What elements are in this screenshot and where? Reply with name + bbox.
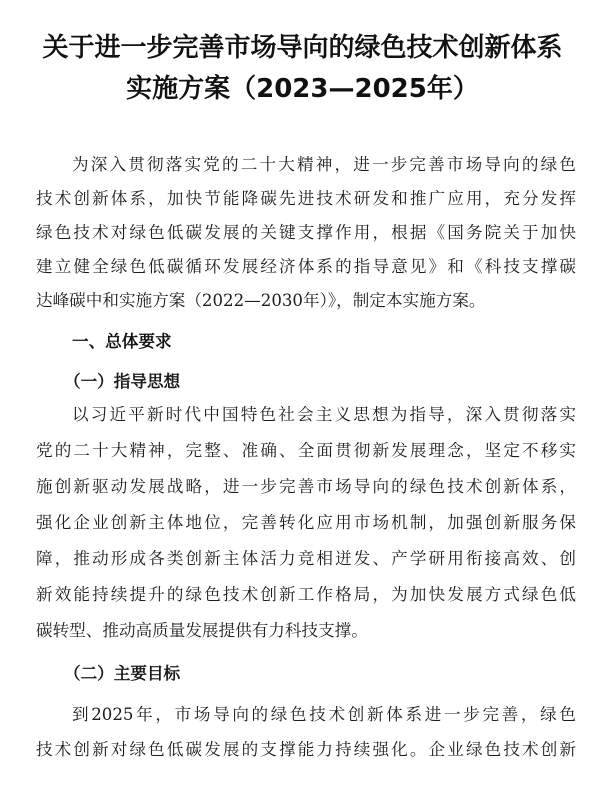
paragraph-line: 以习近平新时代中国特色社会主义思想为指导，深入贯彻落实	[72, 405, 576, 424]
paragraph-line: 施创新驱动发展战略，进一步完善市场导向的绿色技术创新体系，	[36, 477, 576, 496]
section-heading: 一、总体要求	[72, 332, 172, 351]
document-title-line-1: 关于进一步完善市场导向的绿色技术创新体系	[42, 33, 563, 63]
intro-line: 建立健全绿色低碳循环发展经济体系的指导意见》和《科技支撑碳	[36, 257, 576, 276]
paragraph-line: 技术创新对绿色低碳发展的支撑能力持续强化。企业绿色技术创新	[36, 740, 576, 759]
intro-line: 为深入贯彻落实党的二十大精神，进一步完善市场导向的绿色	[72, 155, 576, 174]
paragraph-line: 强化企业创新主体地位，完善转化应用市场机制，加强创新服务保	[36, 513, 576, 532]
paragraph-line: 新效能持续提升的绿色技术创新工作格局，为加快发展方式绿色低	[36, 585, 576, 604]
paragraph-line: 到2025年，市场导向的绿色技术创新体系进一步完善，绿色	[72, 705, 576, 724]
subsection-heading: （一）指导思想	[64, 371, 181, 391]
paragraph-line: 碳转型、推动高质量发展提供有力科技支撑。	[36, 621, 368, 640]
subsection-heading: （二）主要目标	[64, 663, 181, 683]
intro-line: 达峰碳中和实施方案（2022—2030年）》，制定本实施方案。	[36, 291, 486, 310]
intro-line: 技术创新体系，加快节能降碳先进技术研发和推广应用，充分发挥	[36, 189, 576, 208]
intro-line: 绿色技术对绿色低碳发展的关键支撑作用，根据《国务院关于加快	[36, 223, 576, 242]
paragraph-line: 障，推动形成各类创新主体活力竞相迸发、产学研用衔接高效、创	[36, 549, 576, 568]
paragraph-line: 党的二十大精神，完整、准确、全面贯彻新发展理念，坚定不移实	[36, 441, 576, 460]
document-title-line-2: 实施方案（2023—2025年）	[126, 74, 479, 104]
